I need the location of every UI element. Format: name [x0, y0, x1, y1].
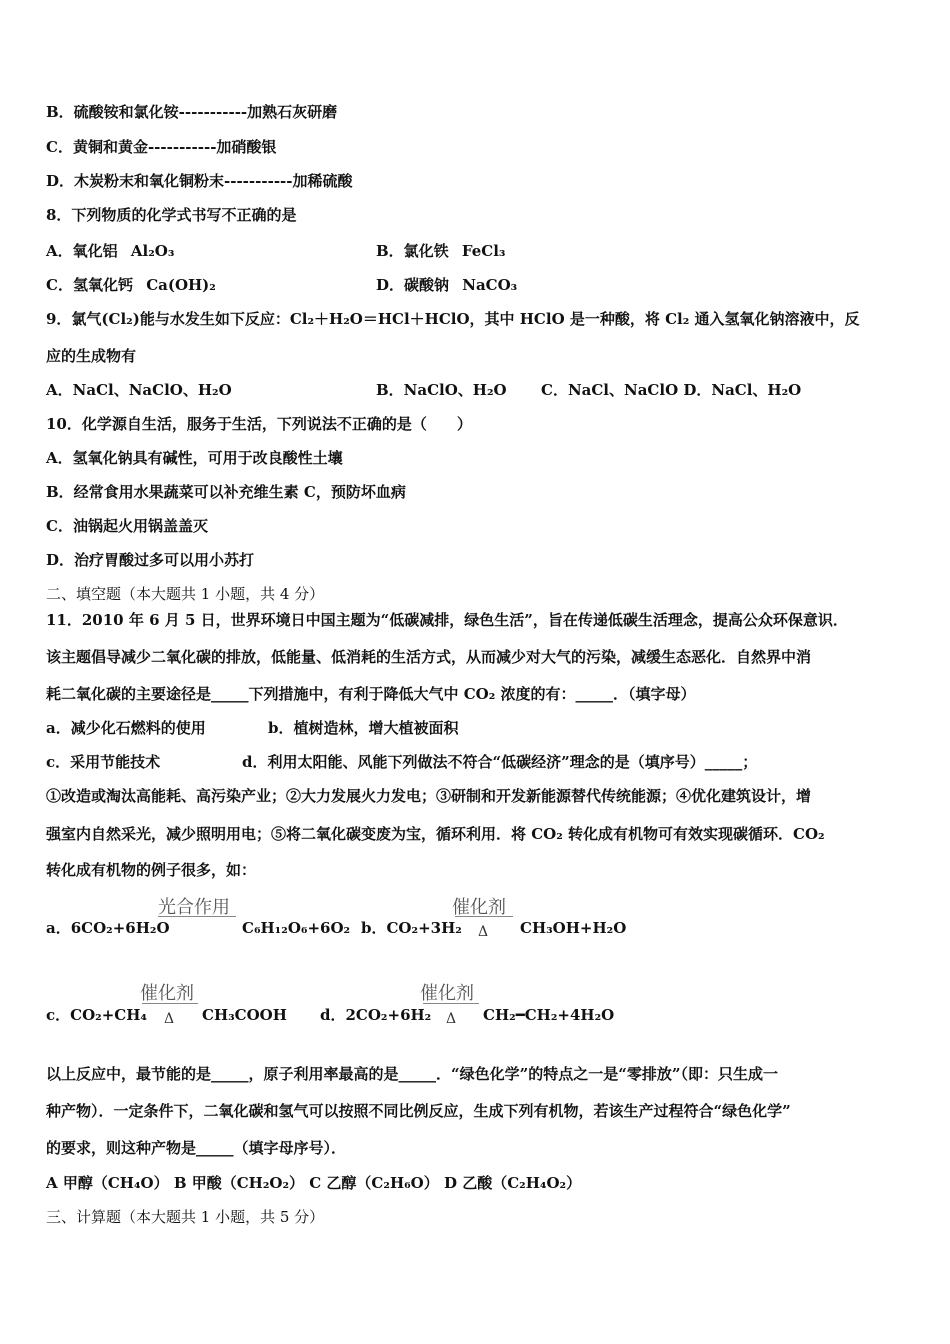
q11-product-choices: A 甲醇（CH₄O） B 甲酸（CH₂O₂） C 乙醇（C₂H₆O） D 乙酸（C₂H₄O₂）	[46, 1174, 582, 1192]
q8-option-b-formula: FeCl₃	[461, 242, 506, 260]
q11-option-a: a．减少化石燃料的使用	[46, 719, 206, 737]
q9-stem-line2: 应的生成物有	[46, 347, 137, 365]
q9-stem-line1: 9．氯气(Cl₂)能与水发生如下反应：Cl₂＋H₂O＝HCl＋HClO，其中 HClO 是一种酸，将 Cl₂ 通入氢氧化钠溶液中，反	[46, 310, 860, 328]
q10-option-d: D．治疗胃酸过多可以用小苏打	[46, 551, 255, 569]
q8-option-c	[46, 275, 216, 295]
reaction-a-condition: 光合作用	[158, 897, 230, 918]
reaction-d-heat: Δ	[446, 1011, 457, 1027]
section-2-title: 二、填空题（本大题共 1 小题，共 4 分）	[46, 585, 325, 603]
q8-option-d-formula: NaCO₃	[462, 276, 518, 294]
reaction-b-reactants: b．CO₂+3H₂	[361, 919, 462, 937]
reaction-b-condition: 催化剂	[452, 897, 506, 918]
q11-para-line8: 种产物）．一定条件下，二氧化碳和氢气可以按照不同比例反应，生成下列有机物，若该生产过程符合“绿色化学”	[46, 1102, 791, 1120]
reaction-d-condition: 催化剂	[420, 983, 474, 1004]
q11-para-line2: 该主题倡导减少二氧化碳的排放，低能量、低消耗的生活方式，从而减少对大气的污染，减缓生态恶化．自然界中消	[46, 648, 812, 666]
q11-para-line7: 以上反应中，最节能的是_____，原子利用率最高的是_____．“绿色化学”的特点之一是“零排放”（即：只生成一	[46, 1065, 779, 1083]
q8-stem: 8．下列物质的化学式书写不正确的是	[46, 206, 297, 224]
reaction-c-arrow	[142, 1003, 198, 1004]
reaction-b-arrow	[455, 916, 513, 917]
q7-option-c: C．黄铜和黄金-----------加硝酸银	[46, 138, 277, 156]
q8-option-d-label: D．碳酸钠	[376, 276, 450, 294]
q11-para-line4: ①改造或淘汰高能耗、高污染产业；②大力发展火力发电；③研制和开发新能源替代传统能源；④优化建筑设计，增	[46, 787, 812, 805]
q7-option-d: D．木炭粉末和氧化铜粉末-----------加稀硫酸	[46, 172, 353, 190]
q11-para-line5: 强室内自然采光，减少照明用电；⑤将二氧化碳变废为宝，循环利用．将 CO₂ 转化成有机物可有效实现碳循环．CO₂	[46, 825, 825, 843]
q9-option-b: B．NaClO、H₂O	[376, 381, 507, 399]
q8-option-d	[376, 275, 517, 295]
q10-option-c: C．油锅起火用锅盖盖灭	[46, 517, 208, 535]
q9-option-cd: C．NaCl、NaClO D．NaCl、H₂O	[541, 381, 802, 399]
q8-option-b-label: B．氯化铁	[376, 242, 449, 260]
reaction-d-reactants: d．2CO₂+6H₂	[320, 1006, 432, 1024]
q8-option-b	[376, 241, 506, 261]
reaction-c-condition: 催化剂	[140, 983, 194, 1004]
reaction-c-reactants: c．CO₂+CH₄	[46, 1006, 147, 1024]
q10-stem: 10．化学源自生活，服务于生活，下列说法不正确的是（ ）	[46, 415, 472, 433]
q11-para-line9: 的要求，则这种产物是_____（填字母序号）．	[46, 1139, 347, 1157]
reaction-a-reactants: a．6CO₂+6H₂O	[46, 919, 170, 937]
q9-option-a: A．NaCl、NaClO、H₂O	[46, 381, 232, 399]
q8-option-a-formula: Al₂O₃	[130, 242, 175, 260]
reaction-a-arrow	[158, 916, 236, 917]
reaction-b-heat: Δ	[478, 924, 489, 940]
q11-option-d: d．利用太阳能、风能下列做法不符合“低碳经济”理念的是（填序号）_____；	[242, 753, 758, 771]
q10-option-b: B．经常食用水果蔬菜可以补充维生素 C，预防坏血病	[46, 483, 406, 501]
reaction-b-products: CH₃OH+H₂O	[520, 919, 627, 937]
section-3-title: 三、计算题（本大题共 1 小题，共 5 分）	[46, 1208, 325, 1226]
q8-option-a-label: A．氧化铝	[46, 242, 118, 260]
q7-option-b: B．硫酸铵和氯化铵-----------加熟石灰研磨	[46, 103, 338, 121]
reaction-c-products: CH₃COOH	[202, 1006, 287, 1024]
q10-option-a: A．氢氧化钠具有碱性，可用于改良酸性土壤	[46, 449, 343, 467]
q8-option-c-label: C．氢氧化钙	[46, 276, 133, 294]
q11-para-line6: 转化成有机物的例子很多，如：	[46, 861, 257, 879]
reaction-c-heat: Δ	[164, 1011, 175, 1027]
reaction-d-products: CH₂━CH₂+4H₂O	[483, 1006, 615, 1024]
q8-option-c-formula: Ca(OH)₂	[146, 276, 216, 294]
reaction-d-arrow	[423, 1003, 479, 1004]
reaction-a-products: C₆H₁₂O₆+6O₂	[242, 919, 351, 937]
q11-option-c: c．采用节能技术	[46, 753, 161, 771]
q11-para-line3: 耗二氧化碳的主要途径是_____下列措施中，有利于降低大气中 CO₂ 浓度的有：_____．（填字母）	[46, 685, 696, 703]
q11-option-b: b．植树造林，增大植被面积	[268, 719, 459, 737]
q8-option-a	[46, 241, 174, 261]
q11-para-line1: 11．2010 年 6 月 5 日，世界环境日中国主题为“低碳减排，绿色生活”，旨在传递低碳生活理念，提高公众环保意识．	[46, 611, 848, 629]
